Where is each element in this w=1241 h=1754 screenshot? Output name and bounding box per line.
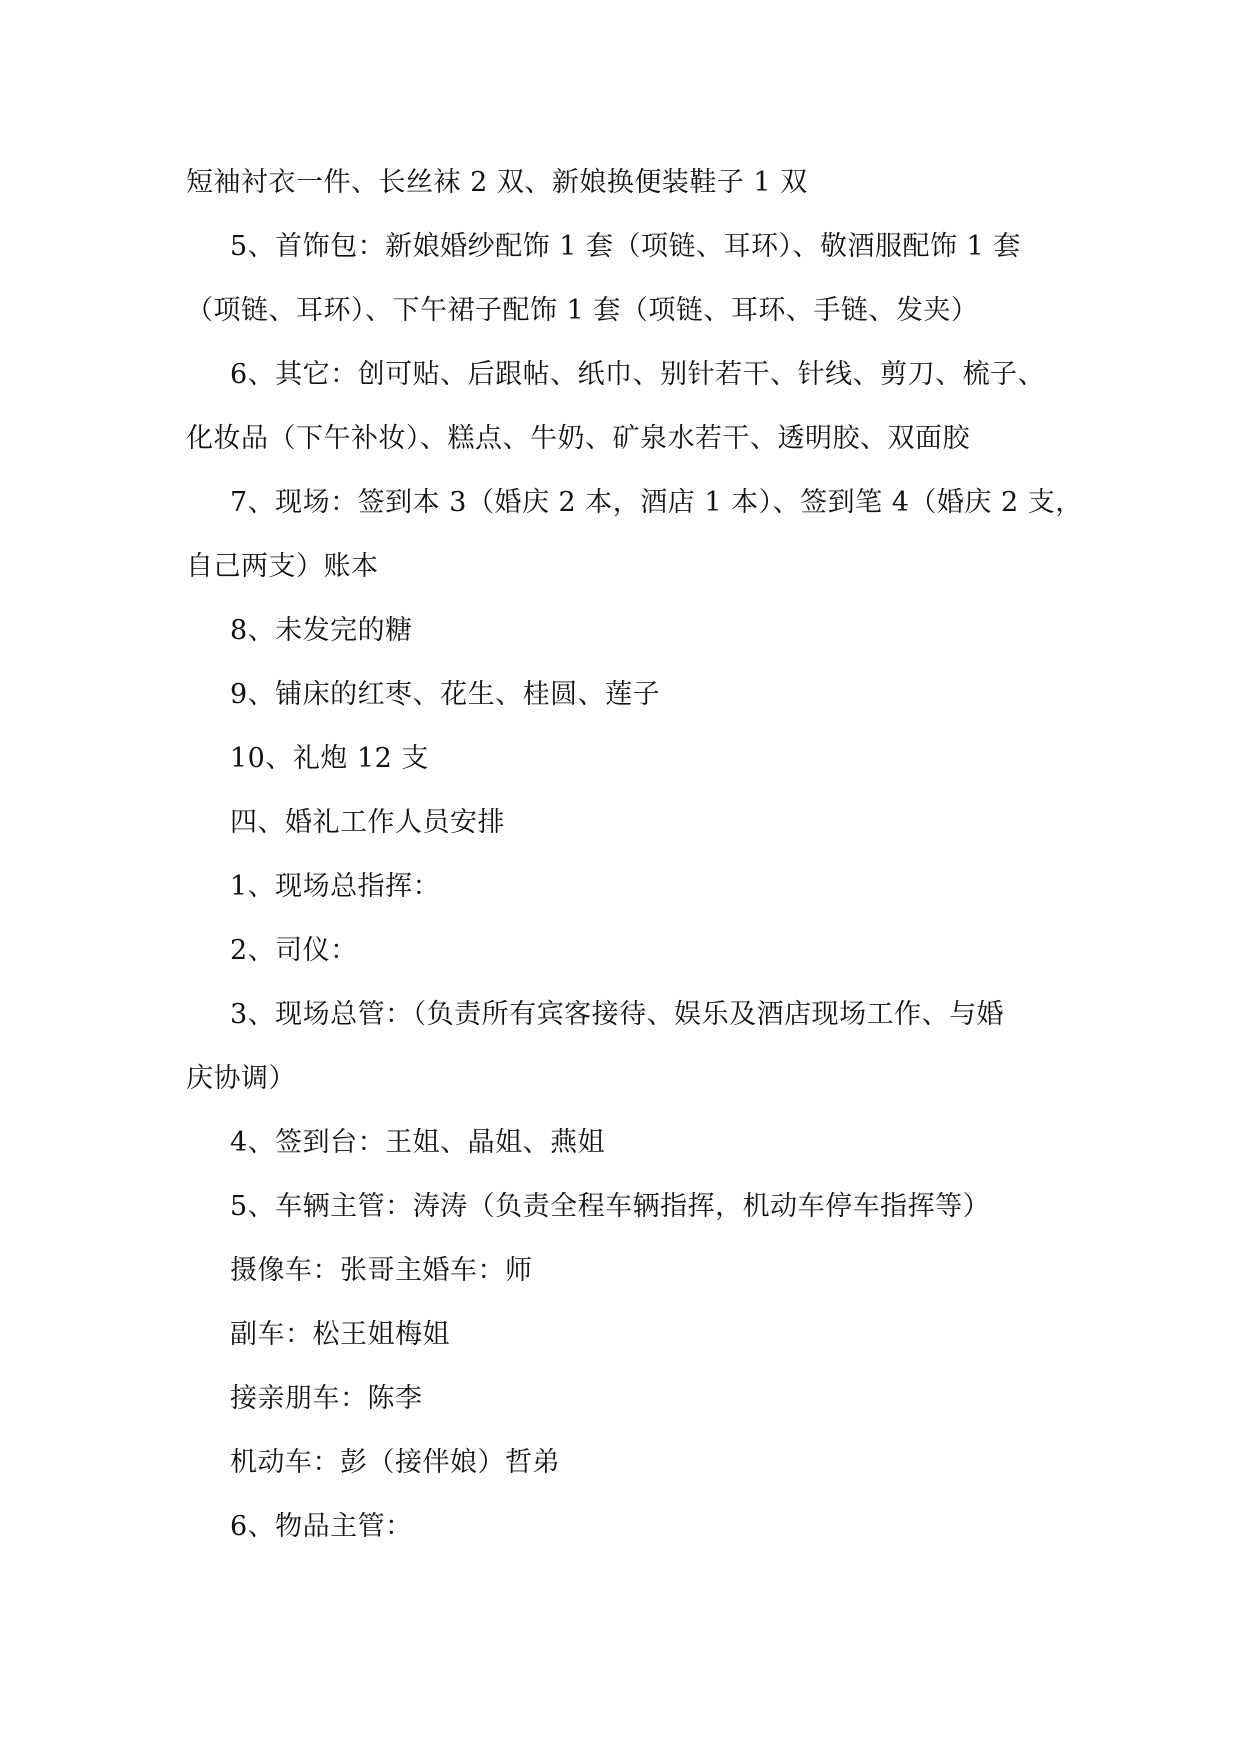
text-line: 摄像车：张哥主婚车：师: [230, 1255, 533, 1286]
section-heading: 四、婚礼工作人员安排: [230, 807, 505, 838]
text-line: 9、铺床的红枣、花生、桂圆、莲子: [230, 679, 661, 710]
text-line: 副车：松王姐梅姐: [230, 1319, 450, 1350]
text-line: 4、签到台：王姐、晶姐、燕姐: [230, 1127, 606, 1158]
text-line: 庆协调）: [186, 1063, 296, 1094]
text-line: 化妆品（下午补妆）、糕点、牛奶、矿泉水若干、透明胶、双面胶: [186, 423, 970, 454]
text-line: 5、车辆主管：涛涛（负责全程车辆指挥，机动车停车指挥等）: [230, 1191, 991, 1222]
text-line: 自己两支）账本: [186, 551, 379, 582]
text-line: 5、首饰包：新娘婚纱配饰 1 套（项链、耳环）、敬酒服配饰 1 套: [230, 231, 1021, 262]
text-line: 短袖衬衣一件、长丝袜 2 双、新娘换便装鞋子 1 双: [186, 167, 808, 198]
text-line: 10、礼炮 12 支: [230, 743, 429, 774]
text-line: 接亲朋车：陈李: [230, 1383, 423, 1414]
text-line: 6、物品主管：: [230, 1511, 413, 1542]
text-line: 1、现场总指挥：: [230, 871, 441, 902]
text-line: 7、现场：签到本 3（婚庆 2 本，酒店 1 本）、签到笔 4（婚庆 2 支，: [230, 487, 1083, 518]
text-line: 机动车：彭（接伴娘）哲弟: [230, 1447, 560, 1478]
text-line: 6、其它：创可贴、后跟帖、纸巾、别针若干、针线、剪刀、梳子、: [230, 359, 1046, 390]
text-line: 3、现场总管：（负责所有宾客接待、娱乐及酒店现场工作、与婚: [230, 999, 1005, 1030]
text-line: 8、未发完的糖: [230, 615, 413, 646]
text-line: （项链、耳环）、下午裙子配饰 1 套（项链、耳环、手链、发夹）: [186, 295, 979, 326]
text-line: 2、司仪：: [230, 935, 358, 966]
